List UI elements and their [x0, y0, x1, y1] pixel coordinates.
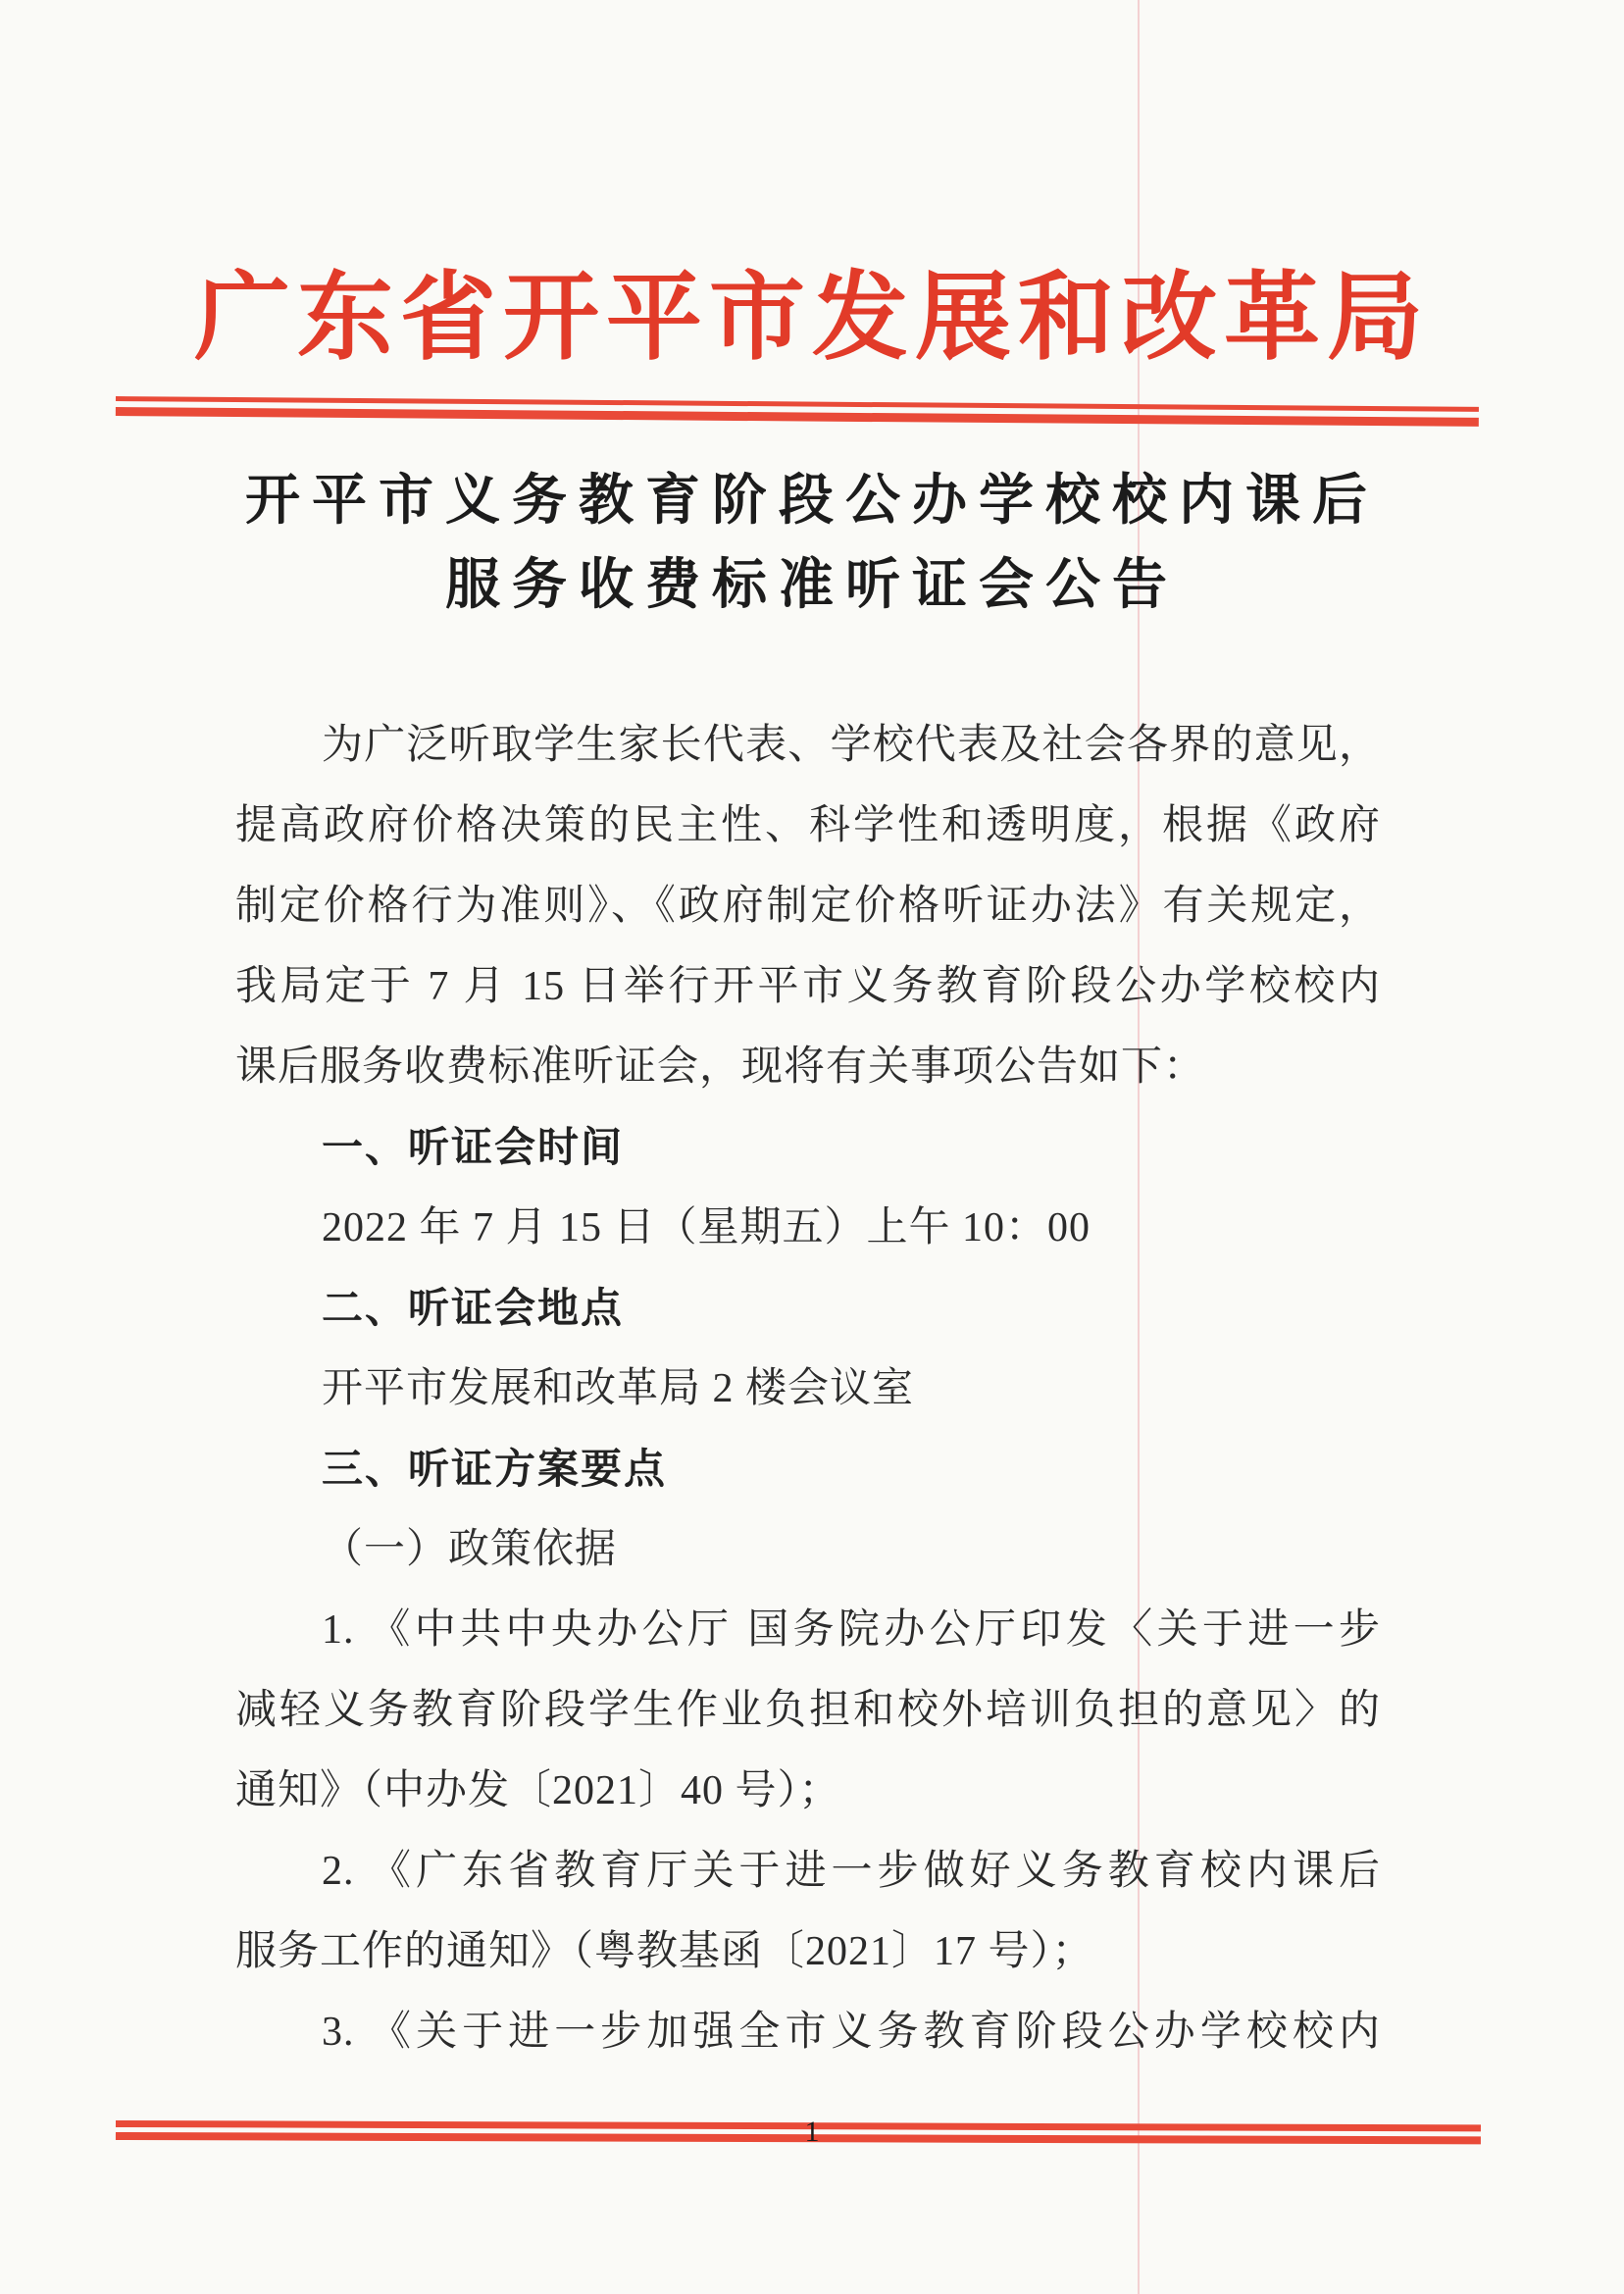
document-title	[0, 459, 1624, 628]
body-line: 2. 《广东省教育厅关于进一步做好义务教育校内课后	[322, 1849, 1381, 1894]
body-heading: 一、听证会时间	[322, 1124, 625, 1170]
body-line: 我局定于 7 月 15 日举行开平市义务教育阶段公办学校校内	[235, 964, 1381, 1009]
document-title-line1: 开平市义务教育阶段公办学校校内课后	[245, 471, 1379, 532]
body-heading: 三、听证方案要点	[322, 1446, 668, 1492]
body-subheading: （一）政策依据	[322, 1527, 618, 1572]
body-line: 为广泛听取学生家长代表、学校代表及社会各界的意见，	[322, 723, 1381, 768]
body-line: 2022 年 7 月 15 日（星期五）上午 10：00	[322, 1205, 1091, 1250]
agency-masthead-title: 广东省开平市发展和改革局	[193, 266, 1430, 372]
body-line: 1. 《中共中央办公厅 国务院办公厅印发〈关于进一步	[322, 1607, 1381, 1653]
body-line: 3. 《关于进一步加强全市义务教育阶段公办学校校内	[322, 2010, 1381, 2055]
body-line: 开平市发展和改革局 2 楼会议室	[322, 1366, 915, 1411]
body-line: 课后服务收费标准听证会，现将有关事项公告如下：	[235, 1045, 1206, 1090]
body-line: 减轻义务教育阶段学生作业负担和校外培训负担的意见〉的	[235, 1688, 1381, 1733]
body-heading: 二、听证会地点	[322, 1285, 625, 1331]
document-title-line2: 服务收费标准听证会公告	[445, 555, 1179, 616]
body-line: 服务工作的通知》（粤教基函〔2021〕17 号）；	[235, 1929, 1094, 1974]
document-body	[235, 705, 1381, 2072]
body-line: 提高政府价格决策的民主性、科学性和透明度，根据《政府	[235, 803, 1381, 848]
body-line: 制定价格行为准则》、《政府制定价格听证办法》有关规定，	[235, 884, 1381, 929]
body-line: 通知》（中办发〔2021〕40 号）；	[235, 1768, 841, 1813]
page-number: 1	[804, 2116, 820, 2148]
masthead-double-rule	[116, 396, 1479, 427]
